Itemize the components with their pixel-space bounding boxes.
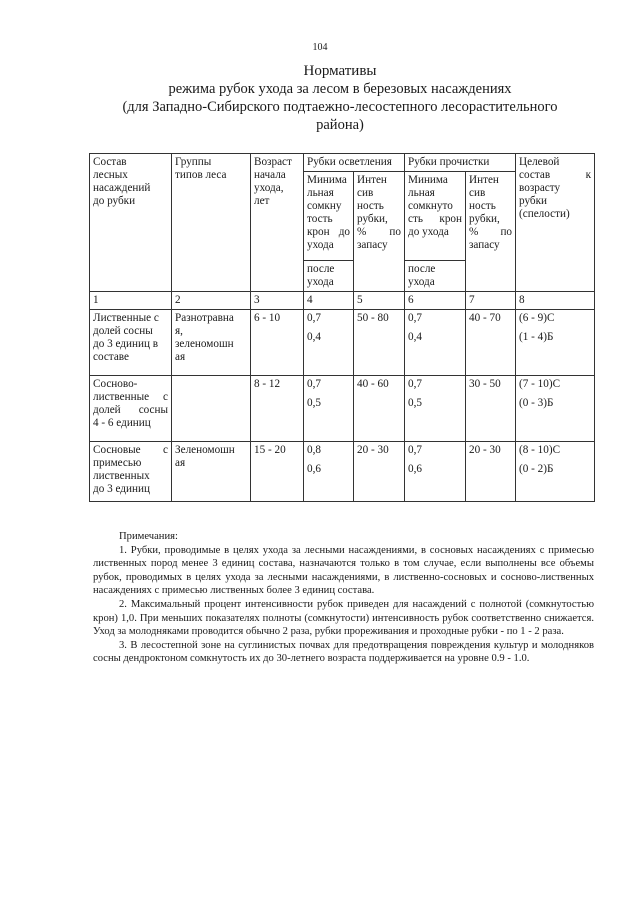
- cell-line: Интен: [357, 174, 387, 186]
- row-intensity-cleaning: 40 - 70: [466, 310, 516, 376]
- header-target-composition: [516, 154, 595, 292]
- target-pine: (6 - 9)С: [519, 312, 555, 324]
- row-forest-types: [172, 310, 251, 376]
- cell-line: долей сосны: [93, 325, 153, 337]
- density-after: 0,5: [307, 397, 321, 409]
- cell-line: Целевой: [519, 156, 560, 168]
- cell-line: лиственных: [93, 470, 150, 482]
- cell-line: 4 - 6 единиц: [93, 417, 151, 429]
- header-min-density-brightening: [304, 172, 354, 261]
- density-before: 0,7: [307, 312, 321, 324]
- column-number-row: [90, 292, 595, 310]
- cell-line: Минима: [307, 174, 347, 186]
- col-number-1: 1: [90, 292, 172, 310]
- cell-line: ухода: [307, 276, 334, 288]
- density-after: 0,6: [408, 463, 422, 475]
- cell-line: Группы: [175, 156, 212, 168]
- header-start-age: [251, 154, 304, 292]
- header-cleaning-cuts: Рубки прочистки: [405, 154, 516, 172]
- cell-line: ая: [175, 457, 186, 469]
- col-number-7: 7: [466, 292, 516, 310]
- col-number-6: 6: [405, 292, 466, 310]
- cell-line: ность: [469, 200, 496, 212]
- cell-line: крон до: [307, 226, 350, 238]
- cell-line: после: [408, 263, 436, 275]
- page-number: 104: [312, 42, 328, 53]
- table-row: [90, 442, 595, 502]
- target-birch: (0 - 3)Б: [519, 397, 554, 409]
- row-intensity-cleaning: 30 - 50: [466, 376, 516, 442]
- cell-line: возрасту: [519, 182, 561, 194]
- cell-line: ность: [357, 200, 384, 212]
- cell-line: Зеленомошн: [175, 444, 235, 456]
- density-after: 0,4: [307, 331, 321, 343]
- cell-line: тость: [307, 213, 333, 225]
- row-target-composition: [516, 310, 595, 376]
- density-before: 0,7: [408, 378, 422, 390]
- density-before: 0,7: [408, 312, 422, 324]
- table-row: [90, 310, 595, 376]
- cell-line: сть крон: [408, 213, 463, 225]
- row-density-brightening: [304, 310, 354, 376]
- density-after: 0,5: [408, 397, 422, 409]
- row-density-cleaning: [405, 442, 466, 502]
- cell-line: насаждений: [93, 182, 151, 194]
- cell-line: % по: [469, 226, 513, 238]
- target-birch: (0 - 2)Б: [519, 463, 554, 475]
- cell-line: ухода: [408, 276, 435, 288]
- document-title: [90, 62, 590, 134]
- target-pine: (7 - 10)С: [519, 378, 561, 390]
- col-number-5: 5: [354, 292, 405, 310]
- cell-line: Сосново-: [93, 378, 138, 390]
- header-composition: [90, 154, 172, 292]
- cell-line: типов леса: [175, 169, 227, 181]
- cell-line: до ухода: [408, 226, 449, 238]
- title-line-4: района): [316, 117, 364, 133]
- cell-line: (спелости): [519, 208, 570, 220]
- target-birch: (1 - 4)Б: [519, 331, 554, 343]
- note-item-2: 2. Максимальный процент интенсивности рубок приведен для насаждений с полнотой (сомкнутостью крон) 1,0. При меньших показателях полноты (сомкнутости) интенсивность рубок соответственно снижается. Уход за молодняками проводится обычно 2 раза, рубки прореживания и проходные рубки - по 1 - 2 раза.: [93, 598, 594, 638]
- cell-line: Интен: [469, 174, 499, 186]
- cell-line: лесных: [93, 169, 128, 181]
- header-intensity-brightening: [354, 172, 405, 292]
- cell-line: ая: [175, 351, 186, 363]
- cell-line: Минима: [408, 174, 448, 186]
- cell-line: до 3 единиц в: [93, 338, 159, 350]
- row-density-cleaning: [405, 310, 466, 376]
- header-forest-types: [172, 154, 251, 292]
- cell-line: после: [307, 263, 335, 275]
- header-brightening-cuts: Рубки осветления: [304, 154, 405, 172]
- density-before: 0,7: [408, 444, 422, 456]
- row-start-age: 6 - 10: [251, 310, 304, 376]
- cell-line: сомкнуто: [408, 200, 453, 212]
- title-line-2: режима рубок ухода за лесом в березовых насаждениях: [168, 81, 512, 97]
- row-density-cleaning: [405, 376, 466, 442]
- notes-heading: Примечания:: [119, 531, 178, 542]
- row-forest-types: [172, 376, 251, 442]
- col-number-3: 3: [251, 292, 304, 310]
- notes-section: [93, 530, 594, 666]
- cell-line: рубки: [519, 195, 548, 207]
- row-start-age: 8 - 12: [251, 376, 304, 442]
- cell-line: зеленомошн: [175, 338, 234, 350]
- cell-line: Возраст: [254, 156, 292, 168]
- cell-line: лиственные с: [93, 391, 168, 403]
- cell-line: рубки,: [469, 213, 500, 225]
- header-after-brightening: [304, 261, 354, 292]
- cell-line: примесью: [93, 457, 142, 469]
- row-intensity-brightening: 40 - 60: [354, 376, 405, 442]
- cell-line: Состав: [93, 156, 127, 168]
- cell-line: рубки,: [357, 213, 388, 225]
- cell-line: сив: [357, 187, 374, 199]
- row-intensity-brightening: 50 - 80: [354, 310, 405, 376]
- cell-line: запасу: [469, 239, 500, 251]
- header-row-1: [90, 154, 595, 172]
- cell-line: сомкну: [307, 200, 342, 212]
- cell-line: Разнотравна: [175, 312, 234, 324]
- cell-line: лет: [254, 195, 270, 207]
- note-item-1: 1. Рубки, проводимые в целях ухода за лесными насаждениями, в сосновых насаждениях с примесью лиственных пород менее 3 единиц состава, назначаются только в том случае, если выполнены все объемы рубок, проводимых в целях ухода за лесными насаждениями, в лиственно-сосновых и сосново-лиственных насаждениях с примесью лиственных более 3 единиц состава.: [93, 544, 594, 597]
- row-forest-types: [172, 442, 251, 502]
- table-row: [90, 376, 595, 442]
- cell-line: ухода: [307, 239, 334, 251]
- col-number-2: 2: [172, 292, 251, 310]
- row-composition: [90, 442, 172, 502]
- title-line-1: Нормативы: [303, 63, 377, 79]
- norms-table: [89, 153, 595, 502]
- row-composition: [90, 310, 172, 376]
- col-number-8: 8: [516, 292, 595, 310]
- density-after: 0,4: [408, 331, 422, 343]
- cell-line: составе: [93, 351, 129, 363]
- target-pine: (8 - 10)С: [519, 444, 561, 456]
- cell-line: до рубки: [93, 195, 136, 207]
- cell-line: ухода,: [254, 182, 284, 194]
- header-intensity-cleaning: [466, 172, 516, 292]
- row-target-composition: [516, 442, 595, 502]
- cell-line: я,: [175, 325, 183, 337]
- cell-line: начала: [254, 169, 286, 181]
- density-before: 0,7: [307, 378, 321, 390]
- cell-line: Лиственные с: [93, 312, 159, 324]
- row-start-age: 15 - 20: [251, 442, 304, 502]
- cell-line: до 3 единиц: [93, 483, 150, 495]
- cell-line: льная: [307, 187, 334, 199]
- title-line-3: (для Западно-Сибирского подтаежно-лесостепного лесорастительного: [122, 99, 558, 115]
- col-number-4: 4: [304, 292, 354, 310]
- header-after-cleaning: [405, 261, 466, 292]
- note-item-3: 3. В лесостепной зоне на суглинистых почвах для предотвращения повреждения культур и молодняков сосны дендроктоном сомкнутость их до 30-летнего возраста поддерживается на уровне 0.9 - 1.0.: [93, 639, 594, 665]
- cell-line: сив: [469, 187, 486, 199]
- row-intensity-cleaning: 20 - 30: [466, 442, 516, 502]
- row-target-composition: [516, 376, 595, 442]
- cell-line: долей сосны: [93, 404, 168, 416]
- header-min-density-cleaning: [405, 172, 466, 261]
- row-density-brightening: [304, 442, 354, 502]
- cell-line: состав к: [519, 169, 592, 181]
- cell-line: запасу: [357, 239, 388, 251]
- row-composition: [90, 376, 172, 442]
- cell-line: % по: [357, 226, 402, 238]
- cell-line: Сосновые с: [93, 444, 168, 456]
- density-after: 0,6: [307, 463, 321, 475]
- row-intensity-brightening: 20 - 30: [354, 442, 405, 502]
- row-density-brightening: [304, 376, 354, 442]
- density-before: 0,8: [307, 444, 321, 456]
- cell-line: льная: [408, 187, 435, 199]
